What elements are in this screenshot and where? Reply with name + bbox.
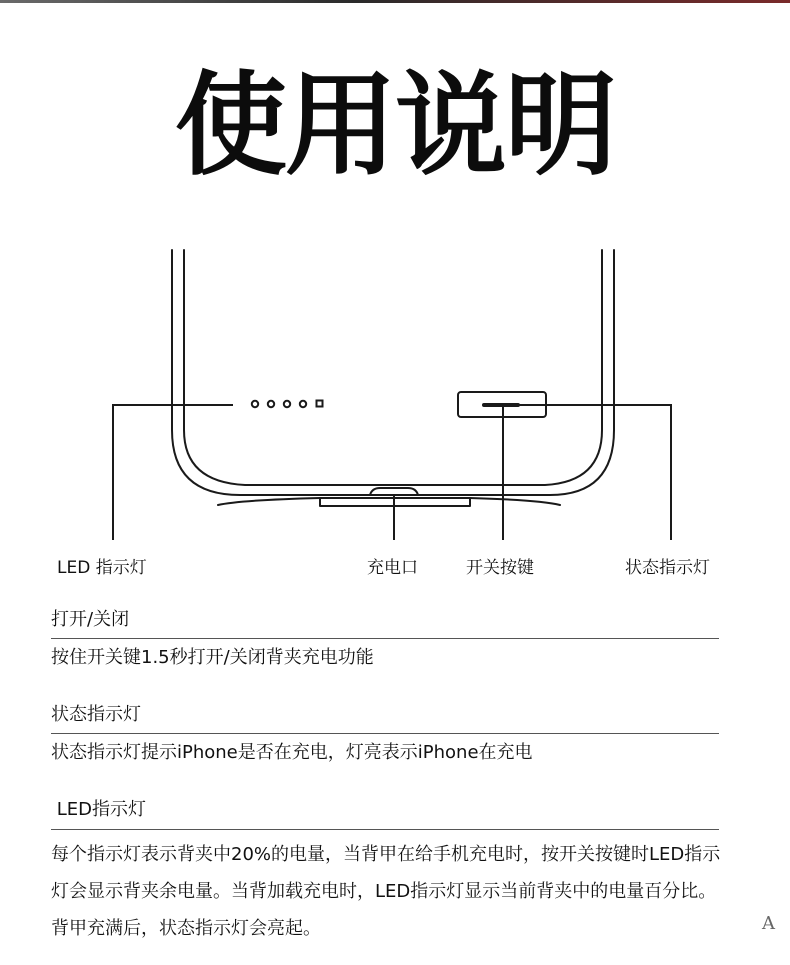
led-dot — [284, 401, 290, 407]
section-divider — [51, 733, 719, 734]
power-switch-slot — [482, 403, 520, 407]
case-outline-outer — [172, 250, 614, 495]
case-bottom-lip — [218, 498, 560, 505]
charging-port-shape — [370, 488, 418, 495]
section-body-status: 状态指示灯提示iPhone是否在充电，灯亮表示iPhone在充电 — [51, 742, 533, 763]
status-callout-label: 状态指示灯 — [625, 558, 710, 578]
corner-mark: A — [762, 913, 775, 934]
led-indicator-dots — [252, 401, 323, 408]
section-divider — [51, 638, 719, 639]
led-callout-label: LED 指示灯 — [57, 558, 147, 578]
section-heading-status: 状态指示灯 — [51, 704, 141, 725]
switch-callout-label: 开关按键 — [466, 558, 534, 578]
section-divider — [51, 829, 719, 830]
page-title: 使用说明 — [175, 61, 615, 191]
port-callout-label: 充电口 — [367, 558, 418, 578]
section-heading-led: LED指示灯 — [51, 799, 146, 820]
status-light-square — [317, 401, 323, 407]
section-body-led: 每个指示灯表示背夹中20%的电量，当背甲在给手机充电时，按开关按键时LED指示灯会显示背夹余电量。当背加载充电时，LED指示灯显示当前背夹中的电量百分比。背甲充满后，状态指示灯会亮起。 — [51, 844, 721, 939]
led-dot — [300, 401, 306, 407]
section-body-power: 按住开关键1.5秒打开/关闭背夹充电功能 — [51, 647, 374, 668]
led-dot — [252, 401, 258, 407]
led-dot — [268, 401, 274, 407]
section-heading-power: 打开/关闭 — [51, 609, 130, 630]
status-leader-line — [518, 405, 671, 540]
case-outline-inner — [184, 250, 602, 485]
